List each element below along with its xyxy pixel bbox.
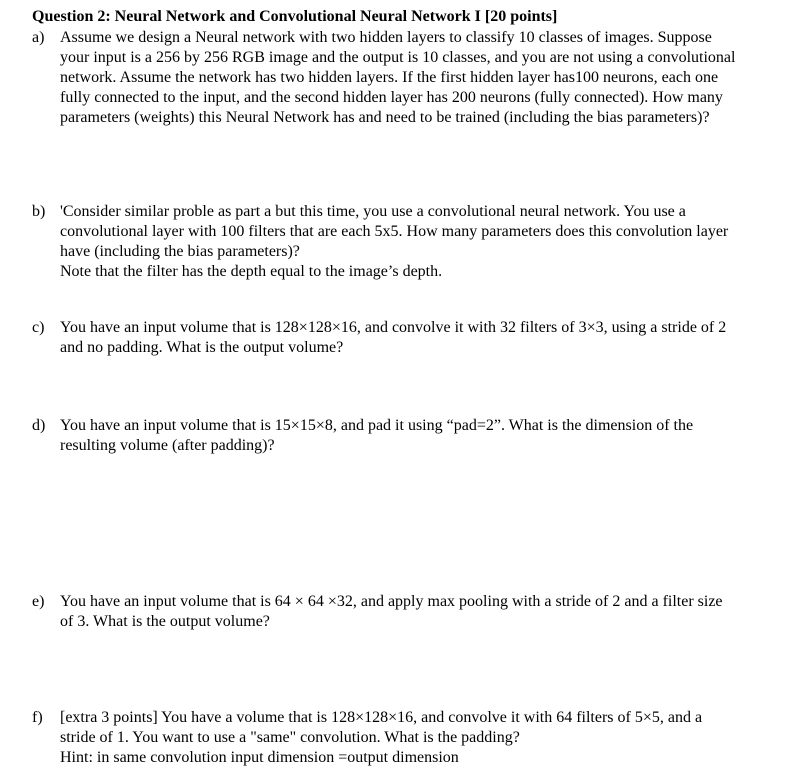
question-b-line: have (including the bias parameters)? (60, 243, 300, 260)
question-e-line: You have an input volume that is 64 × 64 ×32, and apply max pooling with a stride of 2 and a filter size (60, 593, 723, 610)
question-d (32, 416, 792, 456)
question-c-line: You have an input volume that is 128×128×16, and convolve it with 32 filters of 3×3, using a stride of 2 (60, 319, 727, 336)
question-d-line: resulting volume (after padding)? (60, 437, 275, 454)
question-e-letter: e) (32, 593, 45, 610)
question-c-line: and no padding. What is the output volume? (60, 339, 344, 356)
question-c-letter: c) (32, 319, 45, 336)
question-a (32, 28, 792, 128)
question-b-letter: b) (32, 203, 46, 220)
question-title: Question 2: Neural Network and Convolutional Neural Network I [20 points] (32, 8, 558, 25)
question-f-line: stride of 1. You want to use a "same" convolution. What is the padding? (60, 729, 520, 746)
question-a-line: network. Assume the network has two hidden layers. If the first hidden layer has100 neurons, each one (60, 69, 719, 86)
question-a-letter: a) (32, 29, 45, 46)
question-b-line: Note that the filter has the depth equal to the image’s depth. (60, 263, 443, 280)
question-f-line: Hint: in same convolution input dimension =output dimension (60, 749, 459, 766)
question-b (32, 202, 792, 282)
question-a-line: your input is a 256 by 256 RGB image and the output is 10 classes, and you are not using a convolutional (60, 49, 736, 66)
question-e (32, 592, 792, 632)
question-d-letter: d) (32, 417, 46, 434)
question-f-letter: f) (32, 709, 43, 726)
question-a-line: Assume we design a Neural network with two hidden layers to classify 10 classes of images. Suppose (60, 29, 712, 46)
question-a-line: parameters (weights) this Neural Network has and need to be trained (including the bias parameters)? (60, 109, 710, 126)
question-e-line: of 3. What is the output volume? (60, 613, 270, 630)
question-f-line: [extra 3 points] You have a volume that is 128×128×16, and convolve it with 64 filters of 5×5, and a (60, 709, 703, 726)
question-f (32, 708, 792, 768)
question-b-line: 'Consider similar proble as part a but this time, you use a convolutional neural network. You use a (60, 203, 686, 220)
question-c (32, 318, 792, 358)
question-d-line: You have an input volume that is 15×15×8, and pad it using “pad=2”. What is the dimension of the (60, 417, 694, 434)
question-b-line: convolutional layer with 100 filters that are each 5x5. How many parameters does this convolution layer (60, 223, 729, 240)
question-a-line: fully connected to the input, and the second hidden layer has 200 neurons (fully connected). How many (60, 89, 723, 106)
